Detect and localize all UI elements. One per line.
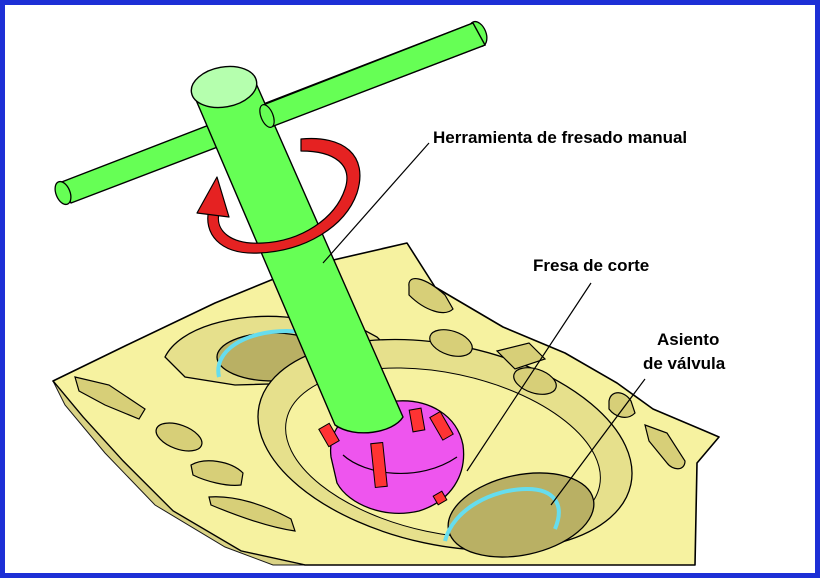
cutter-label: Fresa de corte [533, 256, 650, 275]
tool-label: Herramienta de fresado manual [433, 128, 688, 147]
rotation-arrow-head [197, 177, 229, 217]
milling-diagram [5, 5, 820, 583]
valve-seat-label-line2: de válvula [643, 354, 726, 373]
tool-crossbar-front [263, 23, 485, 127]
valve-seat-label-line1: Asiento [657, 330, 720, 349]
